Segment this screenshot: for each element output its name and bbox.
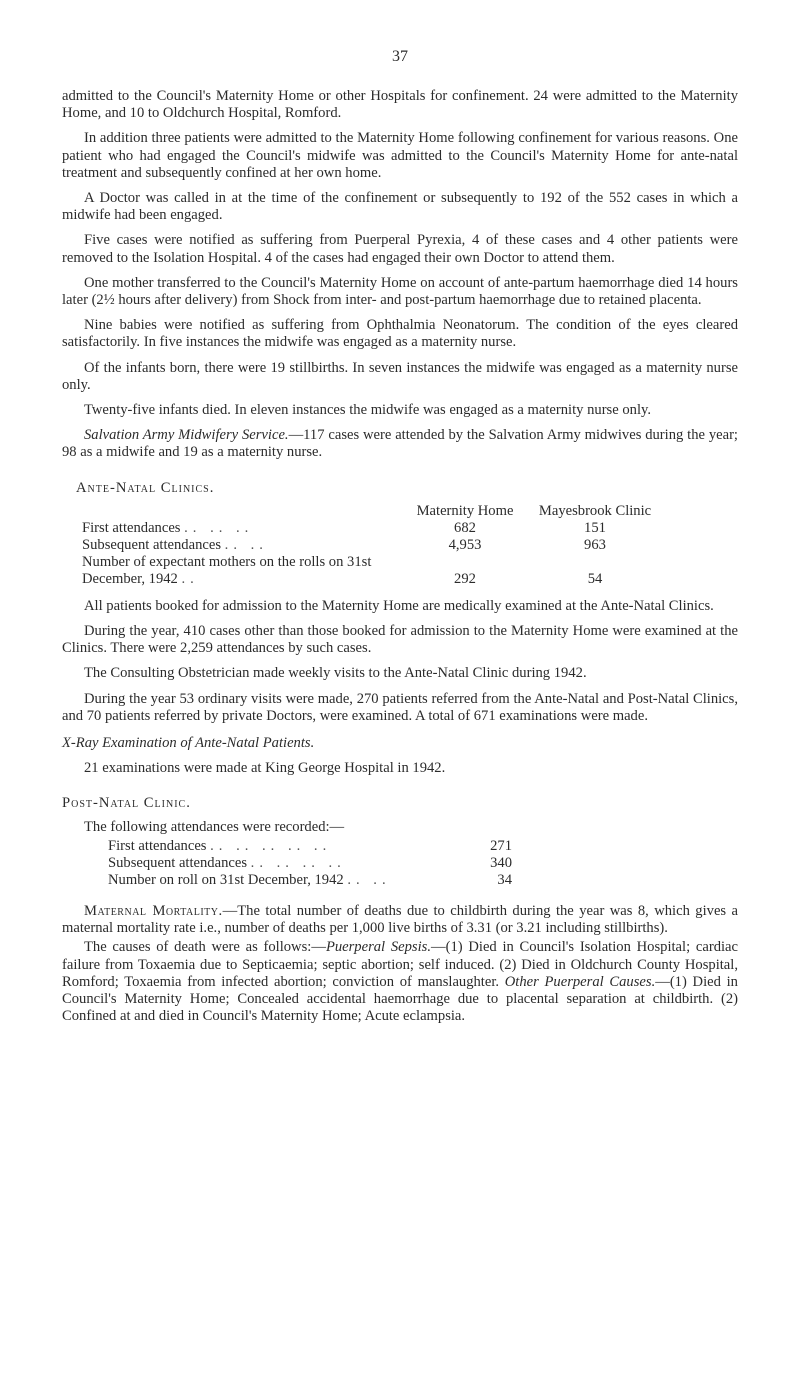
- leader-dots: .. .. .. ..: [250, 854, 346, 871]
- leader-dots: .. ..: [347, 871, 391, 888]
- salvation-army-heading: Salvation Army Midwifery Service.: [84, 427, 289, 444]
- paragraph: During the year 53 ordinary visits were made, 270 patients referred from the Ante-Natal and Post-Natal Clinics, and 70 patients referred by private Doctors, were examined. A total of 671 examinations were made.: [62, 690, 738, 724]
- cell-value: 54: [587, 570, 603, 587]
- paragraph: Twenty-five infants died. In eleven instances the midwife was engaged as a maternity nurse only.: [84, 402, 652, 419]
- table-row: [62, 520, 660, 537]
- table-row: [62, 537, 660, 554]
- antenatal-table: [62, 503, 660, 588]
- row-label: Subsequent attendances: [82, 536, 222, 553]
- table-row: [62, 855, 512, 872]
- column-header: Mayesbrook Clinic: [538, 502, 652, 519]
- row-label: Number of expectant mothers on the rolls on 31st December, 1942: [82, 553, 372, 587]
- paragraph: Five cases were notified as suffering from Puerperal Pyrexia, 4 of these cases and 4 other patients were removed to the Isolation Hospital. 4 of the cases had engaged their own Doctor to attend them.: [62, 232, 738, 266]
- puerperal-sepsis-text: —(1) Died in Council's Isolation Hospital; cardiac failure from Toxaemia due to Septicaemia; septic abortion; self induced. (2) Died in Oldchurch County Hospital, Romford; Toxaemia from infected abortion; conviction of manslaughter.: [62, 939, 738, 990]
- paragraph: A Doctor was called in at the time of the confinement or subsequently to 192 of the 552 cases in which a midwife had been engaged.: [62, 190, 738, 224]
- leader-dots: .. .. ..: [184, 519, 254, 536]
- leader-dots: .. ..: [224, 536, 268, 553]
- other-causes-text: —(1) Died in Council's Maternity Home; Concealed accidental haemorrhage due to placental separation at childbirth. (2) Confined at and died in Council's Maternity Home; Acute eclampsia.: [62, 973, 738, 1025]
- xray-heading: X-Ray Examination of Ante-Natal Patients.: [62, 735, 315, 752]
- postnatal-intro: The following attendances were recorded:—: [84, 818, 345, 835]
- maternal-mortality-paragraph: [62, 903, 738, 937]
- maternal-mortality-heading: Maternal Mortality.: [84, 902, 223, 919]
- row-label: Number on roll on 31st December, 1942: [108, 871, 344, 888]
- antenatal-heading: Ante-Natal Clinics.: [76, 479, 215, 496]
- body-text: [62, 88, 738, 1033]
- cell-value: 340: [490, 854, 512, 871]
- cell-value: 292: [454, 570, 476, 587]
- causes-paragraph: [62, 939, 738, 1025]
- cell-value: 4,953: [448, 536, 482, 553]
- table-header-row: [62, 503, 660, 520]
- cell-value: 151: [584, 519, 606, 536]
- column-header: Maternity Home: [416, 502, 514, 519]
- salvation-army-text: —117 cases were attended by the Salvation Army midwives during the year; 98 as a midwife and 19 as a maternity nurse.: [62, 427, 738, 461]
- paragraph: During the year, 410 cases other than those booked for admission to the Maternity Home were examined at the Clinics. There were 2,259 attendances by such cases.: [62, 623, 738, 657]
- table-row: [62, 872, 512, 889]
- row-label: First attendances: [82, 519, 181, 536]
- table-row: [62, 554, 660, 588]
- paragraph: In addition three patients were admitted to the Maternity Home following confinement for various reasons. One patient who had engaged the Council's midwife was admitted to the Council's Maternity Home for ante-natal treatment and subsequently confined at her own home.: [62, 130, 738, 181]
- paragraph: Of the infants born, there were 19 stillbirths. In seven instances the midwife was engaged as a maternity nurse only.: [62, 359, 738, 393]
- row-label: Subsequent attendances: [108, 854, 248, 871]
- paragraph: Nine babies were notified as suffering from Ophthalmia Neonatorum. The condition of the eyes cleared satisfactorily. In five instances the midwife was engaged as a maternity nurse.: [62, 317, 738, 351]
- maternal-mortality-text: —The total number of deaths due to childbirth during the year was 8, which gives a maternal mortality rate i.e., number of deaths per 1,000 live births of 3.31 (or 3.21 including stillbirths).: [62, 902, 739, 937]
- paragraph: The Consulting Obstetrician made weekly visits to the Ante-Natal Clinic during 1942.: [84, 665, 587, 682]
- postnatal-table: [62, 838, 512, 889]
- postnatal-heading: Post-Natal Clinic.: [62, 795, 191, 812]
- row-label: First attendances: [108, 837, 207, 854]
- leader-dots: .. .. .. .. ..: [210, 837, 332, 854]
- cell-value: 271: [490, 837, 512, 854]
- leader-dots: ..: [181, 570, 199, 587]
- cell-value: 963: [584, 536, 606, 553]
- paragraph: admitted to the Council's Maternity Home or other Hospitals for confinement. 24 were admitted to the Maternity Home, and 10 to Oldchurch Hospital, Romford.: [62, 88, 738, 122]
- cell-value: 682: [454, 519, 476, 536]
- paragraph: All patients booked for admission to the Maternity Home are medically examined at the Ante-Natal Clinics.: [84, 597, 714, 614]
- puerperal-sepsis-heading: Puerperal Sepsis.: [325, 939, 431, 956]
- paragraph: 21 examinations were made at King George Hospital in 1942.: [84, 760, 446, 777]
- table-row: [62, 838, 512, 855]
- other-causes-heading: Other Puerperal Causes.: [504, 973, 656, 990]
- causes-intro: The causes of death were as follows:—: [84, 939, 326, 956]
- page-number: 37: [392, 48, 408, 65]
- cell-value: 34: [497, 871, 512, 888]
- paragraph: One mother transferred to the Council's Maternity Home on account of ante-partum haemorrhage died 14 hours later (2½ hours after delivery) from Shock from inter- and post-partum haemorrhage due to retained placenta.: [62, 274, 738, 309]
- paragraph: [62, 427, 738, 461]
